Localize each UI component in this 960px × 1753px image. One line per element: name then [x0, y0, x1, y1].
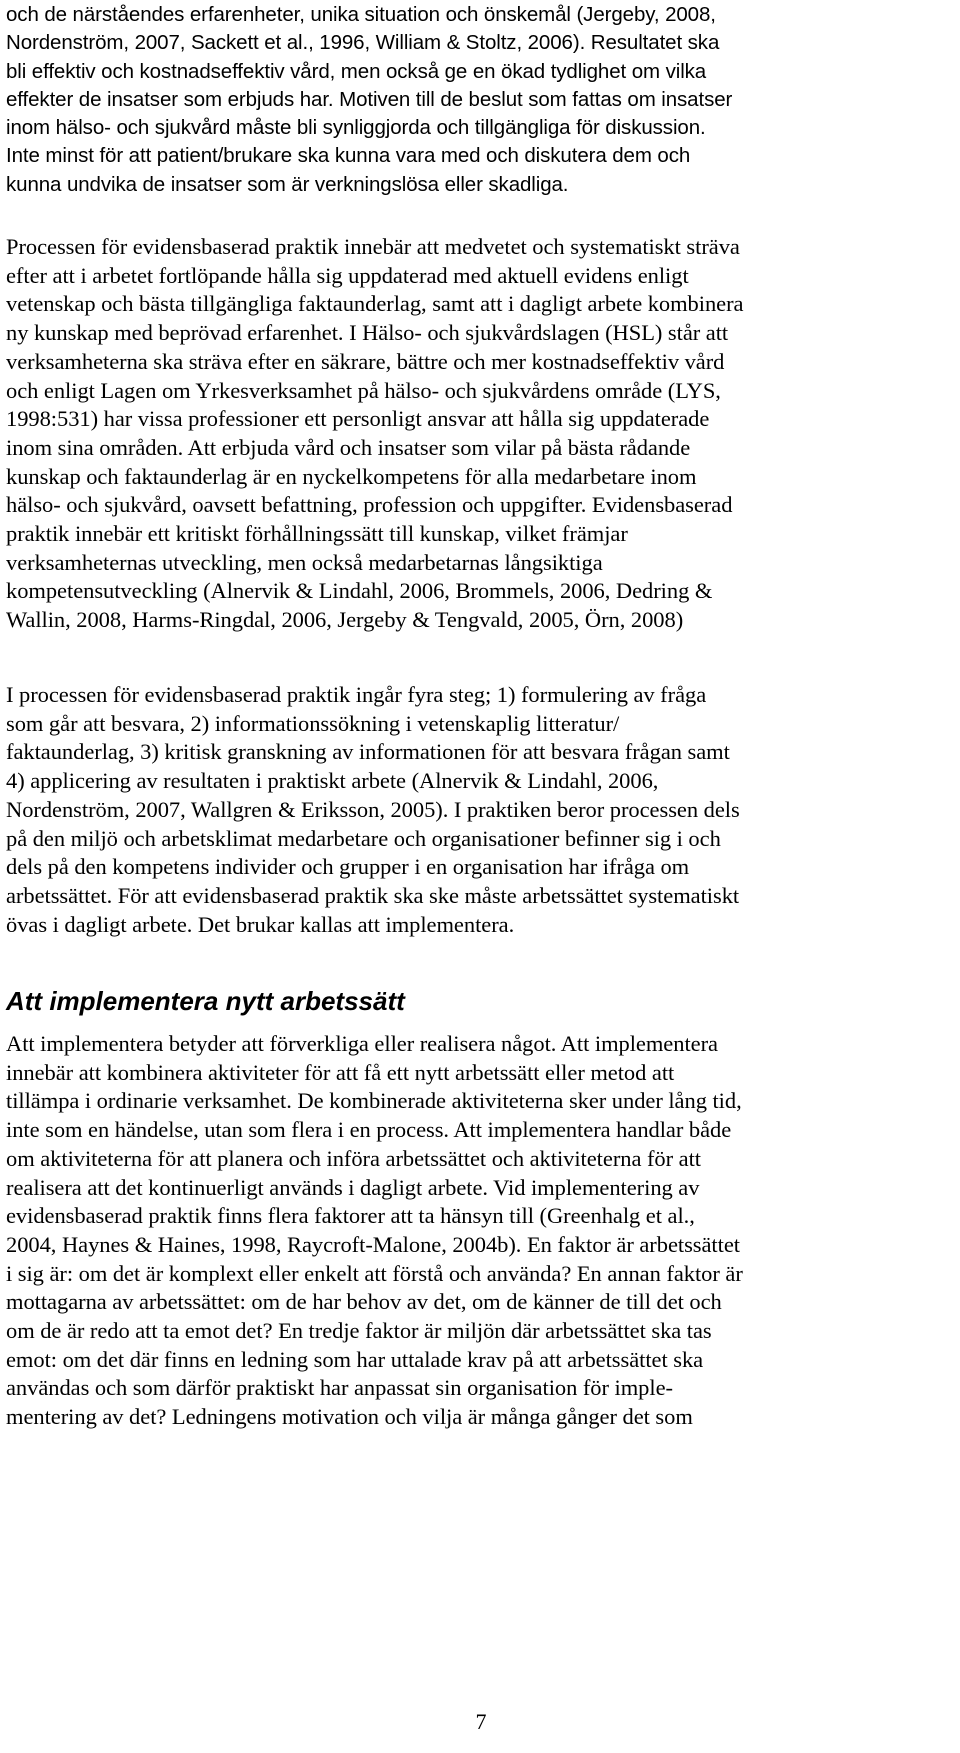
- process-steps-paragraph: I processen för evidensbaserad praktik ingår fyra steg; 1) formulering av fråga som går att besvara, 2) informationssökning i vetenskaplig litteratur/ faktaunderlag, 3) kritisk granskning av informationen för att besvara frågan samt 4) applicering av resultaten i praktiskt arbete (Alnervik & Lindahl, 2006, Nordenström, 2007, Wallgren & Eriksson, 2005). I praktiken beror processen dels på den miljö och arbetsklimat medarbetare och organisationer befinner sig i och dels på den kompetens individer och grupper i en organisation har ifråga om arbetssättet. För att evidensbaserad praktik ska ske måste arbetssättet systematiskt övas i dagligt arbete. Det brukar kallas att implementera.: [6, 682, 740, 937]
- intro-paragraph: och de närståendes erfarenheter, unika situation och önskemål (Jergeby, 2008, Nordenström, 2007, Sackett et al., 1996, William & Stoltz, 2006). Resultatet ska bli effektiv och kostnadseffektiv vård, men också ge en ökad tydlighet om vilka effekter de insatser som erbjuds har. Motiven till de beslut som fattas om insatser inom hälso- och sjukvård måste bli synliggjorda och tillgängliga för diskussion. Inte minst för att patient/brukare ska kunna vara med och diskutera dem och kunna undvika de insatser som är verkningslösa eller skadliga.: [6, 3, 733, 196]
- document-page: [6, 0, 956, 1734]
- evidence-process-paragraph: Processen för evidensbaserad praktik innebär att medvetet och systematiskt sträva efter att i arbetet fortlöpande hålla sig uppdaterad med aktuell evidens enligt vetenskap och bästa tillgängliga faktaunderlag, samt att i dagligt arbete kombinera ny kunskap med beprövad erfarenhet. I Hälso- och sjukvårdslagen (HSL) står att verksamheterna ska sträva efter en säkrare, bättre och mer kostnadseffektiv vård och enligt Lagen om Yrkesverksamhet på hälso- och sjukvårdens område (LYS, 1998:531) har vissa professioner ett personligt ansvar att hålla sig uppdaterade inom sina områden. Att erbjuda vård och insatser som vilar på bästa rådande kunskap och faktaunderlag är en nyckelkompetens för alla medarbetare inom hälso- och sjukvård, oavsett befattning, profession och uppgifter. Evidensbaserad praktik innebär ett kritiskt förhållningssätt till kunskap, vilket främjar verksamheternas utveckling, men också medarbetarnas långsiktiga kompetensutveckling (Alnervik & Lindahl, 2006, Brommels, 2006, Dedring & Wallin, 2008, Harms-Ringdal, 2006, Jergeby & Tengvald, 2005, Örn, 2008): [6, 234, 744, 633]
- page-number: 7: [475, 1709, 487, 1734]
- implementation-paragraph: Att implementera betyder att förverkliga eller realisera något. Att implementera innebär att kombinera aktiviteter för att få ett nytt arbetssätt eller metod att tillämpa i ordinarie verksamhet. De kombinerade aktiviteterna sker under lång tid, inte som en händelse, utan som flera i en process. Att implementera handlar både om aktiviteterna för att planera och införa arbetssättet och aktiviteterna för att realisera att det kontinuerligt används i dagligt arbete. Vid implementering av evidensbaserad praktik finns flera faktorer att ta hänsyn till (Greenhalg et al., 2004, Haynes & Haines, 1998, Raycroft-Malone, 2004b). En faktor är arbetssättet i sig är: om det är komplext eller enkelt att förstå och använda? En annan faktor är mottagarna av arbetssättet: om de har behov av det, om de känner de till det och om de är redo att ta emot det? En tredje faktor är miljön där arbetssättet ska tas emot: om det där finns en ledning som har uttalade krav på att arbetssättet ska användas och som därför praktiskt har anpassat sin organisation för imple- mentering av det? Ledningens motivation och vilja är många gånger det som: [6, 1031, 743, 1430]
- section-heading: Att implementera nytt arbetssätt: [6, 986, 405, 1016]
